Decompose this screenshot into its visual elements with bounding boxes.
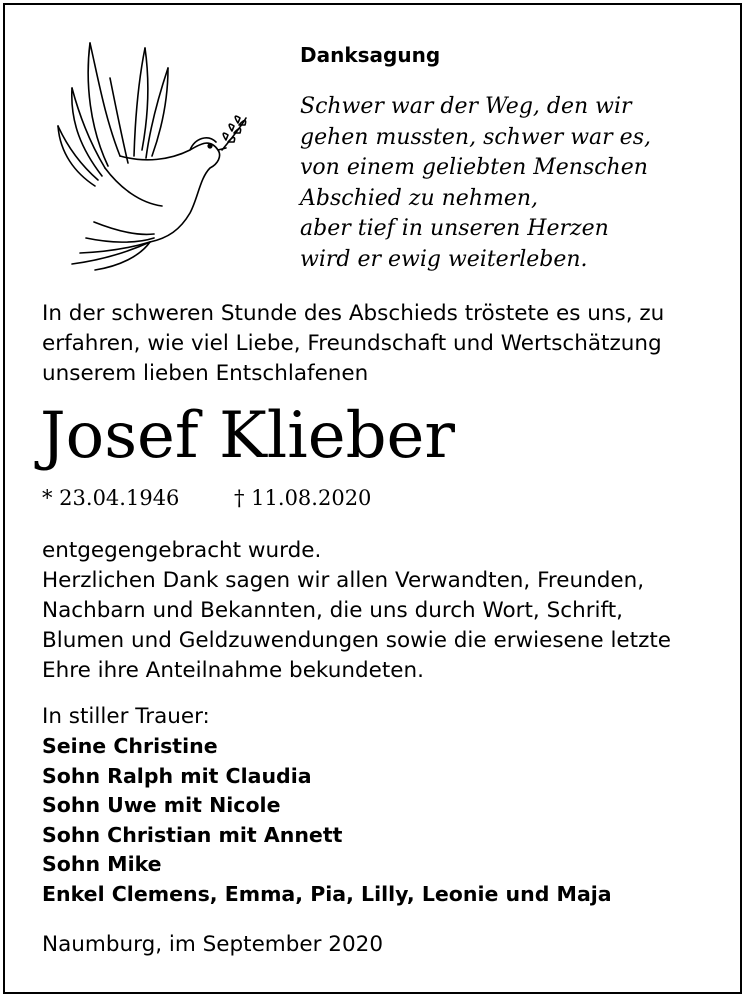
poem-line: wird er ewig weiterleben. — [300, 246, 588, 272]
mourner: Seine Christine — [42, 734, 218, 758]
intro-line: In der schweren Stunde des Abschieds tröstete es uns, zu — [42, 301, 665, 326]
thanks-line: Blumen und Geldzuwendungen sowie die erwiesene letzte — [42, 628, 672, 653]
place-date: Naumburg, im September 2020 — [42, 932, 384, 957]
intro-text — [42, 299, 722, 389]
intro-line: erfahren, wie viel Liebe, Freundschaft und Wertschätzung — [42, 331, 662, 356]
life-dates — [42, 484, 372, 512]
mourners-section — [42, 702, 732, 910]
death-date: † 11.08.2020 — [234, 486, 372, 510]
poem-line: Abschied zu nehmen, — [300, 185, 539, 211]
notice-title: Danksagung — [300, 43, 441, 67]
thanks-text — [42, 536, 732, 686]
mourner: Sohn Christian mit Annett — [42, 822, 343, 847]
intro-line: unserem lieben Entschlafenen — [42, 361, 369, 386]
mourning-label: In stiller Trauer: — [42, 704, 210, 729]
mourner: Sohn Ralph mit Claudia — [42, 763, 312, 788]
mourner: Sohn Mike — [42, 852, 162, 877]
mourner: Sohn Uwe mit Nicole — [42, 793, 281, 818]
poem-line: Schwer war der Weg, den wir — [300, 94, 632, 119]
thanks-line: Nachbarn und Bekannten, die uns durch Wort, Schrift, — [42, 598, 623, 623]
poem-line: aber tief in unseren Herzen — [300, 216, 609, 242]
poem — [300, 92, 720, 276]
birth-date: * 23.04.1946 — [42, 486, 180, 510]
poem-line: von einem geliebten Menschen — [300, 155, 648, 181]
poem-line: gehen mussten, schwer war es, — [300, 124, 651, 150]
mourner: Enkel Clemens, Emma, Pia, Lilly, Leonie und Maja — [42, 881, 612, 906]
thanks-line: Ehre ihre Anteilnahme bekundeten. — [42, 658, 424, 683]
deceased-name: Josef Klieber — [40, 399, 455, 473]
thanks-line: entgegengebracht wurde. — [42, 538, 322, 563]
dove-icon — [50, 38, 270, 273]
thanks-line: Herzlichen Dank sagen wir allen Verwandten, Freunden, — [42, 568, 645, 593]
